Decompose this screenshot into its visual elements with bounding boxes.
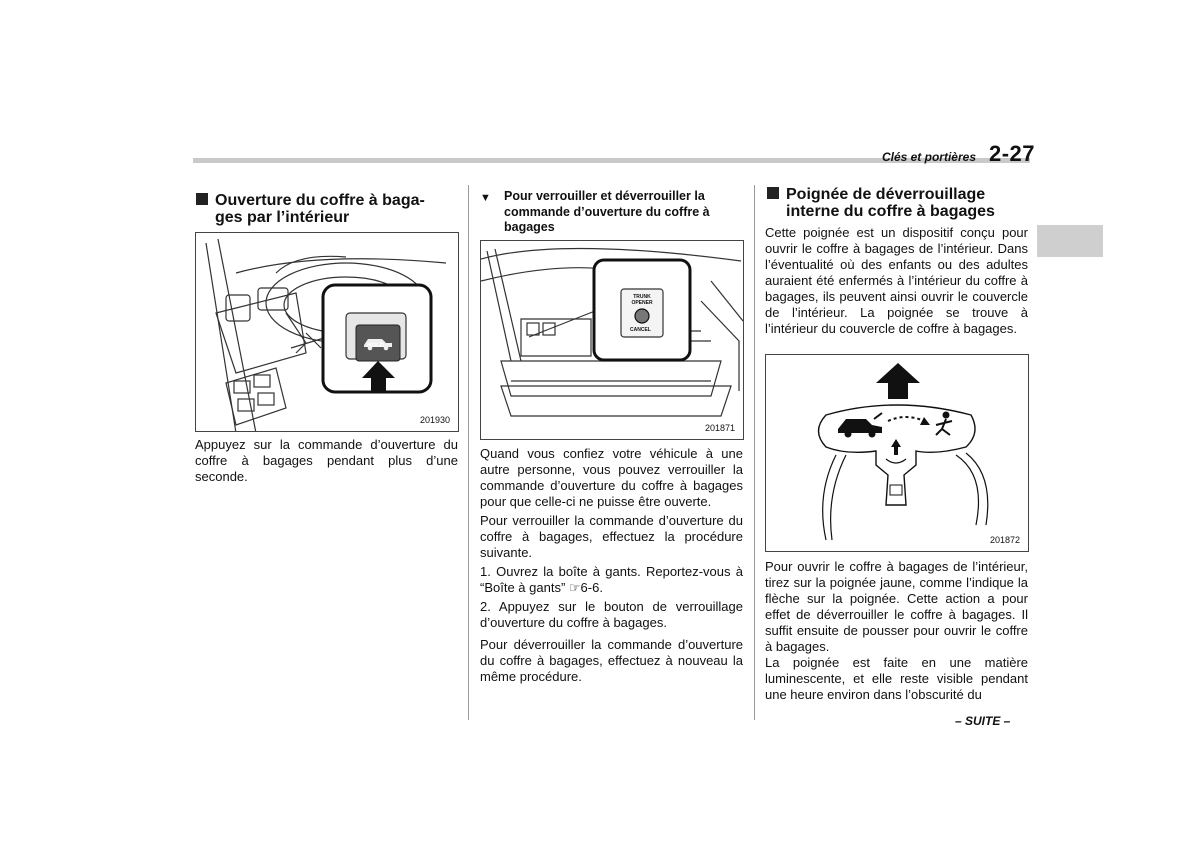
instruction-paragraph: Appuyez sur la commande d’ouverture du coffre à bagages pendant plus d’une seconde. [195,437,458,484]
dashboard-illustration [196,233,458,431]
switch-label: TRUNK OPENER [631,294,653,306]
hold-button-label: HOLD [367,343,384,349]
intro-paragraph: Cette poignée est un dispositif conçu pour ouvrir le coffre à bagages de l’intérieur. Dans l’éventualité où des enfants ou des adultes auraient été enfermés à l’intérieur du coffre à bagages, ils peuvent ainsi ouvrir le couvercle de l’intérieur. La poignée se trouve à l’intérieur du couvercle de coffre à bagages. [765,225,1028,336]
figure-code: 201871 [704,423,735,433]
step-2: 2. Appuyez sur le bouton de verrouillage d’ouverture du coffre à bagages. [480,599,743,630]
paragraph-unlock: Pour déverrouiller la commande d’ouverture du coffre à bagages, effectuez à nouveau la même procédure. [480,637,743,684]
opening-paragraph: Pour ouvrir le coffre à bagages de l’intérieur, tirez sur la poignée jaune, comme l’indique la flèche sur la poignée. Cette action a pour effet de déverrouiller le coffre à bagages. Il suffit ensuite de pousser pour ouvrir le coffre à bagages. [765,559,1028,654]
glovebox-illustration [481,241,743,439]
section-name: Clés et portières [881,150,976,164]
column-divider [468,185,469,720]
paragraph-intro: Quand vous confiez votre véhicule à une autre personne, vous pouvez verrouiller la commande d’ouverture du coffre à bagages pour que celle-ci ne puisse être ouverte. [480,446,743,509]
column-divider [754,185,755,720]
figure-trunk-opener-cancel-switch [480,240,744,440]
chapter-thumb-tab [1037,225,1103,257]
continued-marker: – SUITE – [955,714,1011,728]
page-number: 2-27 [989,141,1036,166]
section-heading-interior-trunk-opening: Ouverture du coffre à baga- ges par l’intérieur [196,192,461,226]
cancel-label: CANCEL [630,327,651,333]
section-heading-internal-release-handle: Poignée de déverrouillage interne du coffre à bagages [767,186,1032,220]
paragraph-procedure: Pour verrouiller la commande d’ouverture du coffre à bagages, effectuez la procédure suivante. [480,513,743,560]
figure-release-handle [765,354,1029,552]
square-bullet-icon [196,193,208,205]
column2-body [480,446,743,688]
figure-code: 201930 [419,415,450,425]
step-1: 1. Ouvrez la boîte à gants. Reportez-vous à “Boîte à gants” ☞6-6. [480,564,743,595]
luminescent-paragraph: La poignée est faite en une matière luminescente, et elle reste visible pendant une heure environ dans l’obscurité du [765,655,1028,702]
figure-trunk-opener-switch [195,232,459,432]
figure-code: 201872 [989,535,1020,545]
subheading-lock-unlock: ▼ Pour verrouiller et déverrouiller la commande d’ouverture du coffre à bagages [480,189,710,234]
square-bullet-icon [767,187,779,199]
handle-illustration [766,355,1028,551]
triangle-bullet-icon: ▼ [480,192,491,204]
